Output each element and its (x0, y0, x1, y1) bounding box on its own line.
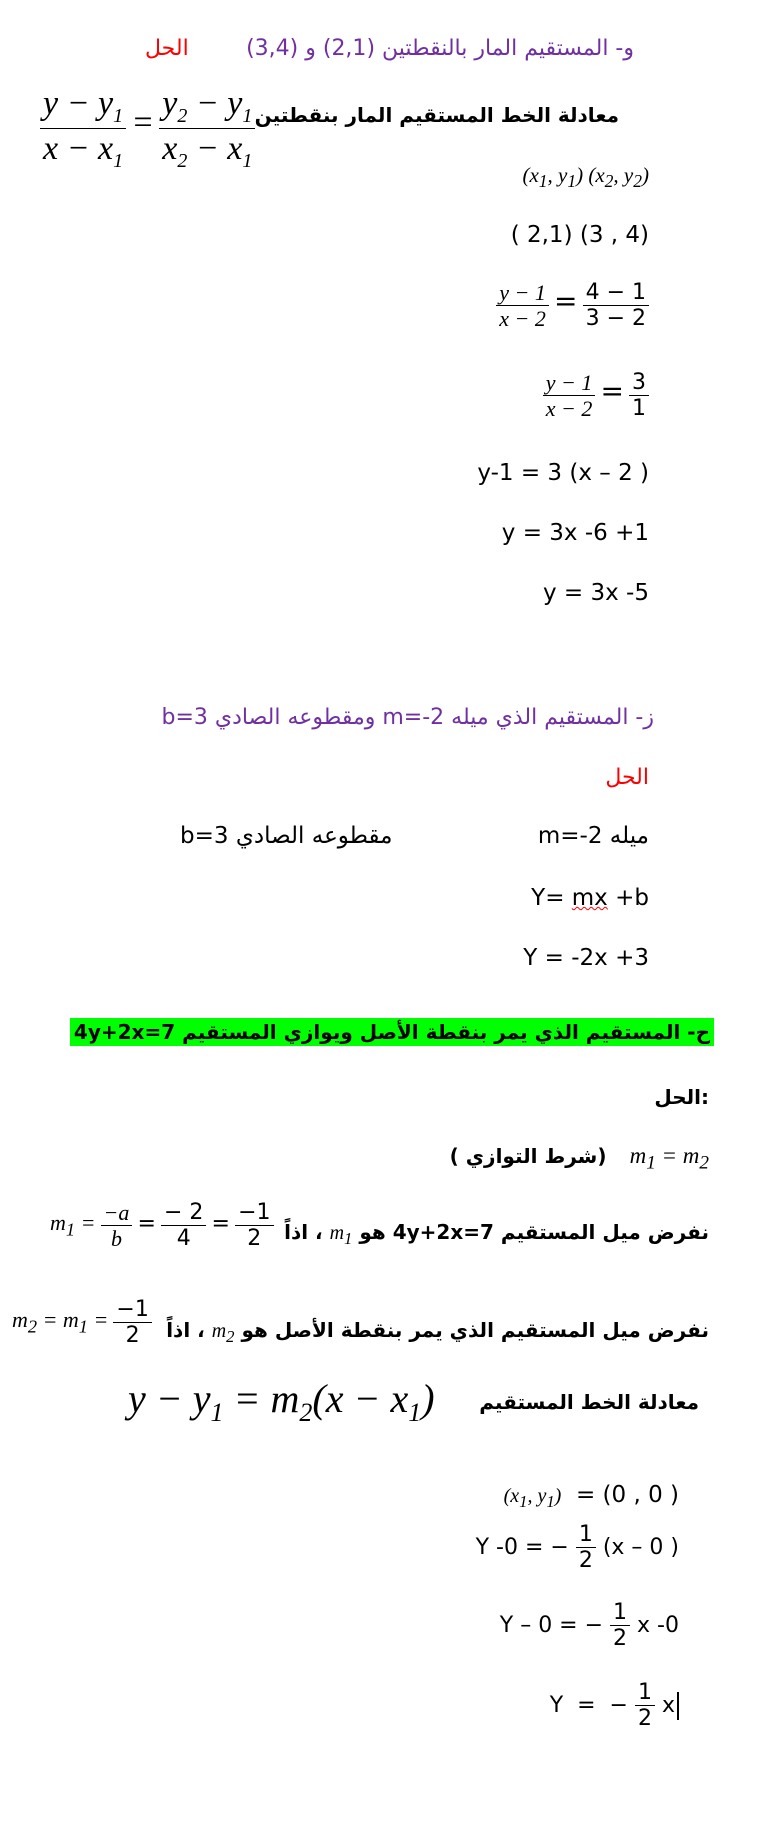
m1-calculation: $m_1$ = $\frac{-a}{b}$ = $\frac{- 2}{4}$ = $\frac{-1}{2}$ (50, 1200, 274, 1252)
text-cursor (677, 1692, 679, 1720)
section-h-solution-label: الحل: (654, 1085, 709, 1109)
step3-equation: y-1 = 3 (x – 2 ) (477, 460, 649, 486)
slope-value: ميله m=-2 (537, 823, 649, 849)
line-equation-label: معادلة الخط المستقيم (479, 1390, 699, 1414)
slope-intercept-form: Y= mx +b (531, 885, 649, 911)
two-point-formula-label: معادلة الخط المستقيم المار بنقطتين (254, 103, 619, 127)
point-slope-formula: $y - y_1 = m_2(x - x_1)$ (128, 1376, 435, 1427)
substitution-step1: Y -0 = − $\frac{1}{2}$ (x – 0 ) (475, 1522, 679, 1574)
section-z-title: ز- المستقيم الذي ميله m=-2 ومقطوعه الصادي b=3 (161, 705, 654, 730)
final-equation: Y = − $\frac{1}{2}$ x (550, 1680, 679, 1732)
slope-intercept-result: Y = -2x +3 (523, 945, 649, 971)
section-w-solution-label: الحل (145, 36, 189, 61)
formula-left-fraction: $\frac{y - y_1}{x - x_1}$ (40, 84, 126, 173)
two-point-formula: $\frac{y - y_1}{x - x_1}$ = $\frac{y_2 - y_1}{x_2 - x_1}$ (40, 84, 255, 173)
section-w-title: و- المستقيم المار بالنقطتين (2,1) و (3,4) (246, 36, 634, 61)
step2-equation: $\frac{y - 1}{x - 2}$ = $\frac{3}{1}$ (543, 370, 649, 422)
assume-m1: نفرض ميل المستقيم 4y+2x=7 هو $m_1$ ، اذاً (284, 1220, 709, 1248)
step1-equation: $\frac{y - 1}{x - 2}$ = $\frac{4 - 1}{3 - 2}$ (496, 280, 649, 332)
m2-calculation: $m_2 = m_1$ = $\frac{-1}{2}$ (12, 1297, 152, 1349)
assume-m2: نفرض ميل المستقيم الذي يمر بنقطة الأصل هو $m_2$ ، اذاً (166, 1318, 709, 1346)
intercept-value: مقطوعه الصادي b=3 (180, 823, 393, 849)
formula-right-fraction: $\frac{y_2 - y_1}{x_2 - x_1}$ (159, 84, 255, 173)
section-z-solution-label: الحل (605, 765, 649, 790)
step5-equation: y = 3x -5 (543, 580, 649, 606)
step4-equation: y = 3x -6 +1 (501, 520, 649, 546)
parallel-condition: (شرط التوازي ) $m_1 = m_2$ (449, 1143, 709, 1174)
section-h-title: ح- المستقيم الذي يمر بنقطة الأصل ويوازي المستقيم 4y+2x=7 (70, 1018, 714, 1046)
substitution-step2: Y – 0 = − $\frac{1}{2}$ x -0 (499, 1600, 679, 1652)
given-points: ( 2,1) (3 , 4) (510, 222, 649, 248)
origin-point: ($x_1$, $y_1) = (0$ , 0 ) (503, 1482, 679, 1511)
general-points: ($x_1$, $y_1$) ($x_2$, $y_2$) (522, 163, 649, 192)
